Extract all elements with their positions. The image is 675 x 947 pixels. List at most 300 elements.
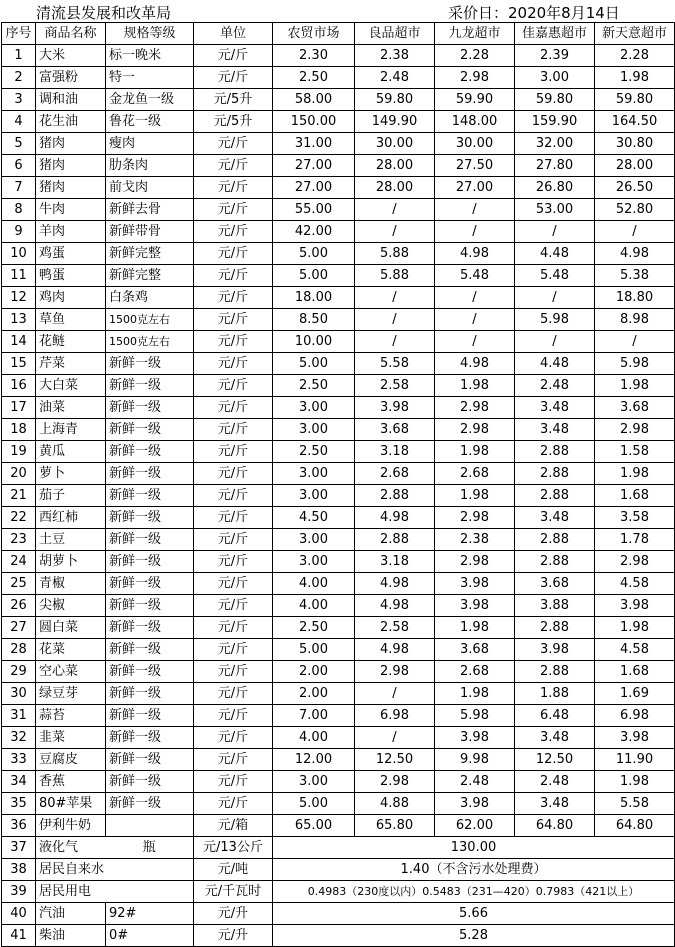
table-row [2,617,675,639]
price-jiulong: 2.98 [435,397,515,419]
product-spec: 92# [106,903,194,925]
price-market: 3.00 [273,485,355,507]
unit: 元/斤 [194,683,273,705]
price-xintianyi: 1.69 [595,683,675,705]
table-row [2,177,675,199]
unit: 元/斤 [194,705,273,727]
price-xintianyi: 5.58 [595,793,675,815]
price-xintianyi: 3.98 [595,727,675,749]
price-jiulong: 59.90 [435,89,515,111]
merged-price: 0.4983（230度以内）0.5483（231—420）0.7983（421以上） [273,881,675,903]
price-jiajiahui: 3.48 [515,419,595,441]
price-jiulong: 4.98 [435,353,515,375]
table-row [2,661,675,683]
product-name: 上海青 [36,419,106,441]
price-jiajiahui: 2.48 [515,771,595,793]
product-spec: 0# [106,925,194,947]
table-row [2,925,675,947]
product-spec: 新鲜一级 [106,771,194,793]
price-jiajiahui: 3.48 [515,793,595,815]
product-name: 土豆 [36,529,106,551]
product-spec: 新鲜完整 [106,243,194,265]
price-table-body [2,23,675,947]
row-number: 17 [2,397,36,419]
product-name: 圆白菜 [36,617,106,639]
price-jiulong: 2.38 [435,529,515,551]
product-name: 猪肉 [36,177,106,199]
product-spec: 瘦肉 [106,133,194,155]
row-number: 15 [2,353,36,375]
price-jiajiahui: 3.00 [515,67,595,89]
row-number: 16 [2,375,36,397]
survey-date: 采价日：2020年8月14日 [448,4,620,22]
price-jiajiahui: 3.48 [515,727,595,749]
price-market: 5.00 [273,265,355,287]
price-liangpin: / [355,331,435,353]
unit: 元/斤 [194,595,273,617]
table-row [2,89,675,111]
row-number: 24 [2,551,36,573]
product-spec: 新鲜一级 [106,727,194,749]
price-market: 12.00 [273,749,355,771]
price-xintianyi: 64.80 [595,815,675,837]
price-jiajiahui: 2.48 [515,375,595,397]
price-jiajiahui: 2.88 [515,551,595,573]
price-liangpin: 5.58 [355,353,435,375]
price-jiulong: 2.68 [435,661,515,683]
table-row [2,221,675,243]
price-jiulong: 2.98 [435,67,515,89]
price-liangpin: 59.80 [355,89,435,111]
merged-price: 5.66 [273,903,675,925]
product-spec: 新鲜一级 [106,793,194,815]
table-row [2,507,675,529]
product-name: 黄瓜 [36,441,106,463]
column-header-liangpin: 良品超市 [355,23,435,45]
price-liangpin: 2.38 [355,45,435,67]
price-jiajiahui: / [515,221,595,243]
table-row [2,573,675,595]
row-number: 10 [2,243,36,265]
price-market: 2.50 [273,617,355,639]
row-number: 8 [2,199,36,221]
price-liangpin: / [355,309,435,331]
product-name: 猪肉 [36,155,106,177]
product-name: 富强粉 [36,67,106,89]
price-jiajiahui: 3.98 [515,639,595,661]
price-jiajiahui: 2.88 [515,661,595,683]
price-jiulong: 2.98 [435,507,515,529]
product-name: 萝卜 [36,463,106,485]
product-spec: 标一晚米 [106,45,194,67]
column-header-jiulong: 九龙超市 [435,23,515,45]
unit: 元/斤 [194,309,273,331]
unit: 元/斤 [194,265,273,287]
price-jiulong: 3.68 [435,639,515,661]
price-market: 4.00 [273,595,355,617]
product-spec: 肋条肉 [106,155,194,177]
price-liangpin: / [355,727,435,749]
price-jiulong: / [435,309,515,331]
product-spec: 新鲜一级 [106,529,194,551]
product-name: 牛肉 [36,199,106,221]
price-xintianyi: 4.58 [595,639,675,661]
price-market: 2.30 [273,45,355,67]
product-name: 大米 [36,45,106,67]
price-xintianyi: 4.98 [595,243,675,265]
price-jiulong: 5.48 [435,265,515,287]
price-jiajiahui: 12.50 [515,749,595,771]
product-spec: 1500克左右 [106,309,194,331]
price-jiulong: 27.50 [435,155,515,177]
price-liangpin: 149.90 [355,111,435,133]
price-jiulong: / [435,331,515,353]
price-xintianyi: 5.38 [595,265,675,287]
unit: 元/斤 [194,353,273,375]
row-number: 29 [2,661,36,683]
price-jiajiahui: 3.48 [515,507,595,529]
price-liangpin: 2.98 [355,661,435,683]
row-number: 5 [2,133,36,155]
row-number: 31 [2,705,36,727]
price-liangpin: 4.98 [355,639,435,661]
price-jiajiahui: 27.80 [515,155,595,177]
price-market: 3.00 [273,551,355,573]
price-jiajiahui: 2.88 [515,529,595,551]
price-jiulong: / [435,287,515,309]
price-jiajiahui: 53.00 [515,199,595,221]
product-spec: 新鲜一级 [106,683,194,705]
unit: 元/斤 [194,661,273,683]
table-row [2,331,675,353]
row-number: 35 [2,793,36,815]
price-market: 3.00 [273,419,355,441]
row-number: 18 [2,419,36,441]
price-liangpin: 2.68 [355,463,435,485]
table-row [2,551,675,573]
unit: 元/箱 [194,815,273,837]
row-number: 22 [2,507,36,529]
price-liangpin: 2.58 [355,617,435,639]
price-market: 42.00 [273,221,355,243]
price-liangpin: 3.18 [355,551,435,573]
product-spec: 新鲜完整 [106,265,194,287]
price-jiulong: / [435,199,515,221]
price-jiajiahui: 3.68 [515,573,595,595]
price-jiulong: 2.48 [435,771,515,793]
table-row [2,397,675,419]
price-xintianyi: / [595,331,675,353]
table-row [2,419,675,441]
product-name: 居民用电 [36,881,194,903]
price-market: 5.00 [273,243,355,265]
unit: 元/斤 [194,67,273,89]
table-row [2,903,675,925]
table-row [2,353,675,375]
row-number: 20 [2,463,36,485]
product-spec: 1500克左右 [106,331,194,353]
price-xintianyi: 52.80 [595,199,675,221]
unit: 元/斤 [194,419,273,441]
product-name: 伊利牛奶 [36,815,106,837]
price-market: 5.00 [273,639,355,661]
price-jiulong: 2.98 [435,551,515,573]
product-spec: 金龙鱼一级 [106,89,194,111]
product-name: 香蕉 [36,771,106,793]
unit: 元/斤 [194,177,273,199]
product-name: 液化气 [36,837,106,859]
merged-price: 130.00 [273,837,675,859]
product-name: 花鲢 [36,331,106,353]
price-xintianyi: 8.98 [595,309,675,331]
price-jiajiahui: 2.88 [515,485,595,507]
unit: 元/斤 [194,749,273,771]
product-spec: 新鲜去骨 [106,199,194,221]
product-name: 鸭蛋 [36,265,106,287]
price-jiajiahui: 64.80 [515,815,595,837]
price-liangpin: 3.98 [355,397,435,419]
price-jiajiahui: 32.00 [515,133,595,155]
price-jiajiahui: 5.48 [515,265,595,287]
unit: 元/斤 [194,639,273,661]
column-header-jiajiahui: 佳嘉惠超市 [515,23,595,45]
unit: 元/斤 [194,529,273,551]
price-xintianyi: 3.98 [595,595,675,617]
agency-name: 清流县发展和改革局 [36,4,172,22]
price-liangpin: / [355,287,435,309]
product-spec: 新鲜一级 [106,551,194,573]
product-name: 空心菜 [36,661,106,683]
row-number: 6 [2,155,36,177]
price-jiulong: 2.28 [435,45,515,67]
price-jiajiahui: / [515,287,595,309]
price-jiajiahui: 2.39 [515,45,595,67]
table-row [2,67,675,89]
report-header [0,0,675,22]
product-name: 草鱼 [36,309,106,331]
product-spec: 新鲜一级 [106,617,194,639]
table-row [2,375,675,397]
price-liangpin: 28.00 [355,155,435,177]
unit: 元/斤 [194,331,273,353]
product-spec: 新鲜一级 [106,661,194,683]
price-jiulong: 2.68 [435,463,515,485]
unit: 元/斤 [194,45,273,67]
product-spec: 新鲜一级 [106,353,194,375]
price-market: 7.00 [273,705,355,727]
price-xintianyi: 2.28 [595,45,675,67]
product-name: 羊肉 [36,221,106,243]
table-row [2,529,675,551]
row-number: 21 [2,485,36,507]
product-spec [106,815,194,837]
row-number: 9 [2,221,36,243]
column-header-xintianyi: 新天意超市 [595,23,675,45]
price-xintianyi: 28.00 [595,155,675,177]
merged-price: 5.28 [273,925,675,947]
column-header-unit: 单位 [194,23,273,45]
table-row [2,837,675,859]
row-number: 25 [2,573,36,595]
price-liangpin: 28.00 [355,177,435,199]
price-xintianyi: 164.50 [595,111,675,133]
price-jiulong: 1.98 [435,617,515,639]
price-liangpin: / [355,221,435,243]
price-jiulong: 1.98 [435,375,515,397]
row-number: 27 [2,617,36,639]
price-liangpin: 6.98 [355,705,435,727]
price-jiulong: / [435,221,515,243]
price-liangpin: 3.68 [355,419,435,441]
product-name: 西红柿 [36,507,106,529]
price-xintianyi: 59.80 [595,89,675,111]
table-row [2,859,675,881]
product-name: 油菜 [36,397,106,419]
price-xintianyi: 26.50 [595,177,675,199]
price-jiulong: 148.00 [435,111,515,133]
price-xintianyi: 3.58 [595,507,675,529]
row-number: 7 [2,177,36,199]
unit: 元/吨 [194,859,273,881]
price-liangpin: 65.80 [355,815,435,837]
row-number: 23 [2,529,36,551]
table-row [2,133,675,155]
product-spec: 新鲜一级 [106,441,194,463]
row-number: 3 [2,89,36,111]
price-jiulong: 62.00 [435,815,515,837]
price-liangpin: 2.98 [355,771,435,793]
product-name: 猪肉 [36,133,106,155]
table-row [2,815,675,837]
price-jiajiahui: 159.90 [515,111,595,133]
price-xintianyi: / [595,221,675,243]
price-jiulong: 3.98 [435,573,515,595]
price-jiajiahui: 2.88 [515,617,595,639]
product-spec: 新鲜一级 [106,375,194,397]
table-row [2,683,675,705]
product-name: 花生油 [36,111,106,133]
price-table [1,22,675,947]
price-liangpin: 2.58 [355,375,435,397]
unit: 元/斤 [194,727,273,749]
column-header-market: 农贸市场 [273,23,355,45]
price-market: 5.00 [273,793,355,815]
row-number: 28 [2,639,36,661]
table-row [2,639,675,661]
product-name: 柴油 [36,925,106,947]
unit: 元/斤 [194,485,273,507]
price-liangpin: 2.48 [355,67,435,89]
price-xintianyi: 1.98 [595,617,675,639]
row-number: 37 [2,837,36,859]
table-row [2,199,675,221]
product-name: 大白菜 [36,375,106,397]
product-spec: 新鲜一级 [106,705,194,727]
product-name: 芹菜 [36,353,106,375]
table-row [2,155,675,177]
unit: 元/斤 [194,243,273,265]
unit: 元/斤 [194,199,273,221]
row-number: 33 [2,749,36,771]
price-jiajiahui: 59.80 [515,89,595,111]
price-xintianyi: 30.80 [595,133,675,155]
table-row [2,441,675,463]
table-row [2,749,675,771]
price-jiulong: 2.98 [435,419,515,441]
unit: 元/斤 [194,617,273,639]
table-row [2,595,675,617]
row-number: 1 [2,45,36,67]
unit: 元/斤 [194,133,273,155]
table-row [2,771,675,793]
row-number: 11 [2,265,36,287]
price-xintianyi: 11.90 [595,749,675,771]
price-xintianyi: 1.68 [595,661,675,683]
unit: 元/斤 [194,573,273,595]
product-spec: 特一 [106,67,194,89]
product-name: 居民自来水 [36,859,194,881]
price-market: 2.00 [273,683,355,705]
unit: 元/斤 [194,463,273,485]
product-spec: 新鲜一级 [106,419,194,441]
product-name: 鸡肉 [36,287,106,309]
product-name: 汽油 [36,903,106,925]
product-spec: 新鲜一级 [106,485,194,507]
row-number: 30 [2,683,36,705]
price-jiajiahui: 3.88 [515,595,595,617]
price-market: 4.00 [273,573,355,595]
price-jiajiahui: 4.48 [515,243,595,265]
price-market: 10.00 [273,331,355,353]
row-number: 32 [2,727,36,749]
price-liangpin: 3.18 [355,441,435,463]
price-market: 27.00 [273,155,355,177]
row-number: 14 [2,331,36,353]
price-xintianyi: 1.98 [595,375,675,397]
row-number: 13 [2,309,36,331]
unit: 元/升 [194,925,273,947]
price-market: 5.00 [273,353,355,375]
product-name: 青椒 [36,573,106,595]
price-jiulong: 1.98 [435,485,515,507]
unit: 元/斤 [194,441,273,463]
price-liangpin: 12.50 [355,749,435,771]
price-market: 2.50 [273,375,355,397]
row-number: 36 [2,815,36,837]
price-liangpin: / [355,199,435,221]
price-market: 2.50 [273,441,355,463]
row-number: 41 [2,925,36,947]
row-number: 19 [2,441,36,463]
price-xintianyi: 1.98 [595,67,675,89]
price-jiulong: 3.98 [435,595,515,617]
row-number: 40 [2,903,36,925]
product-spec: 前戈肉 [106,177,194,199]
price-jiulong: 3.98 [435,727,515,749]
product-spec: 新鲜一级 [106,749,194,771]
price-jiajiahui: / [515,331,595,353]
price-market: 55.00 [273,199,355,221]
price-liangpin: / [355,683,435,705]
price-market: 3.00 [273,771,355,793]
product-spec: 新鲜一级 [106,639,194,661]
unit: 元/斤 [194,155,273,177]
table-row [2,727,675,749]
table-row [2,463,675,485]
price-liangpin: 5.88 [355,265,435,287]
unit: 元/斤 [194,793,273,815]
price-xintianyi: 18.80 [595,287,675,309]
